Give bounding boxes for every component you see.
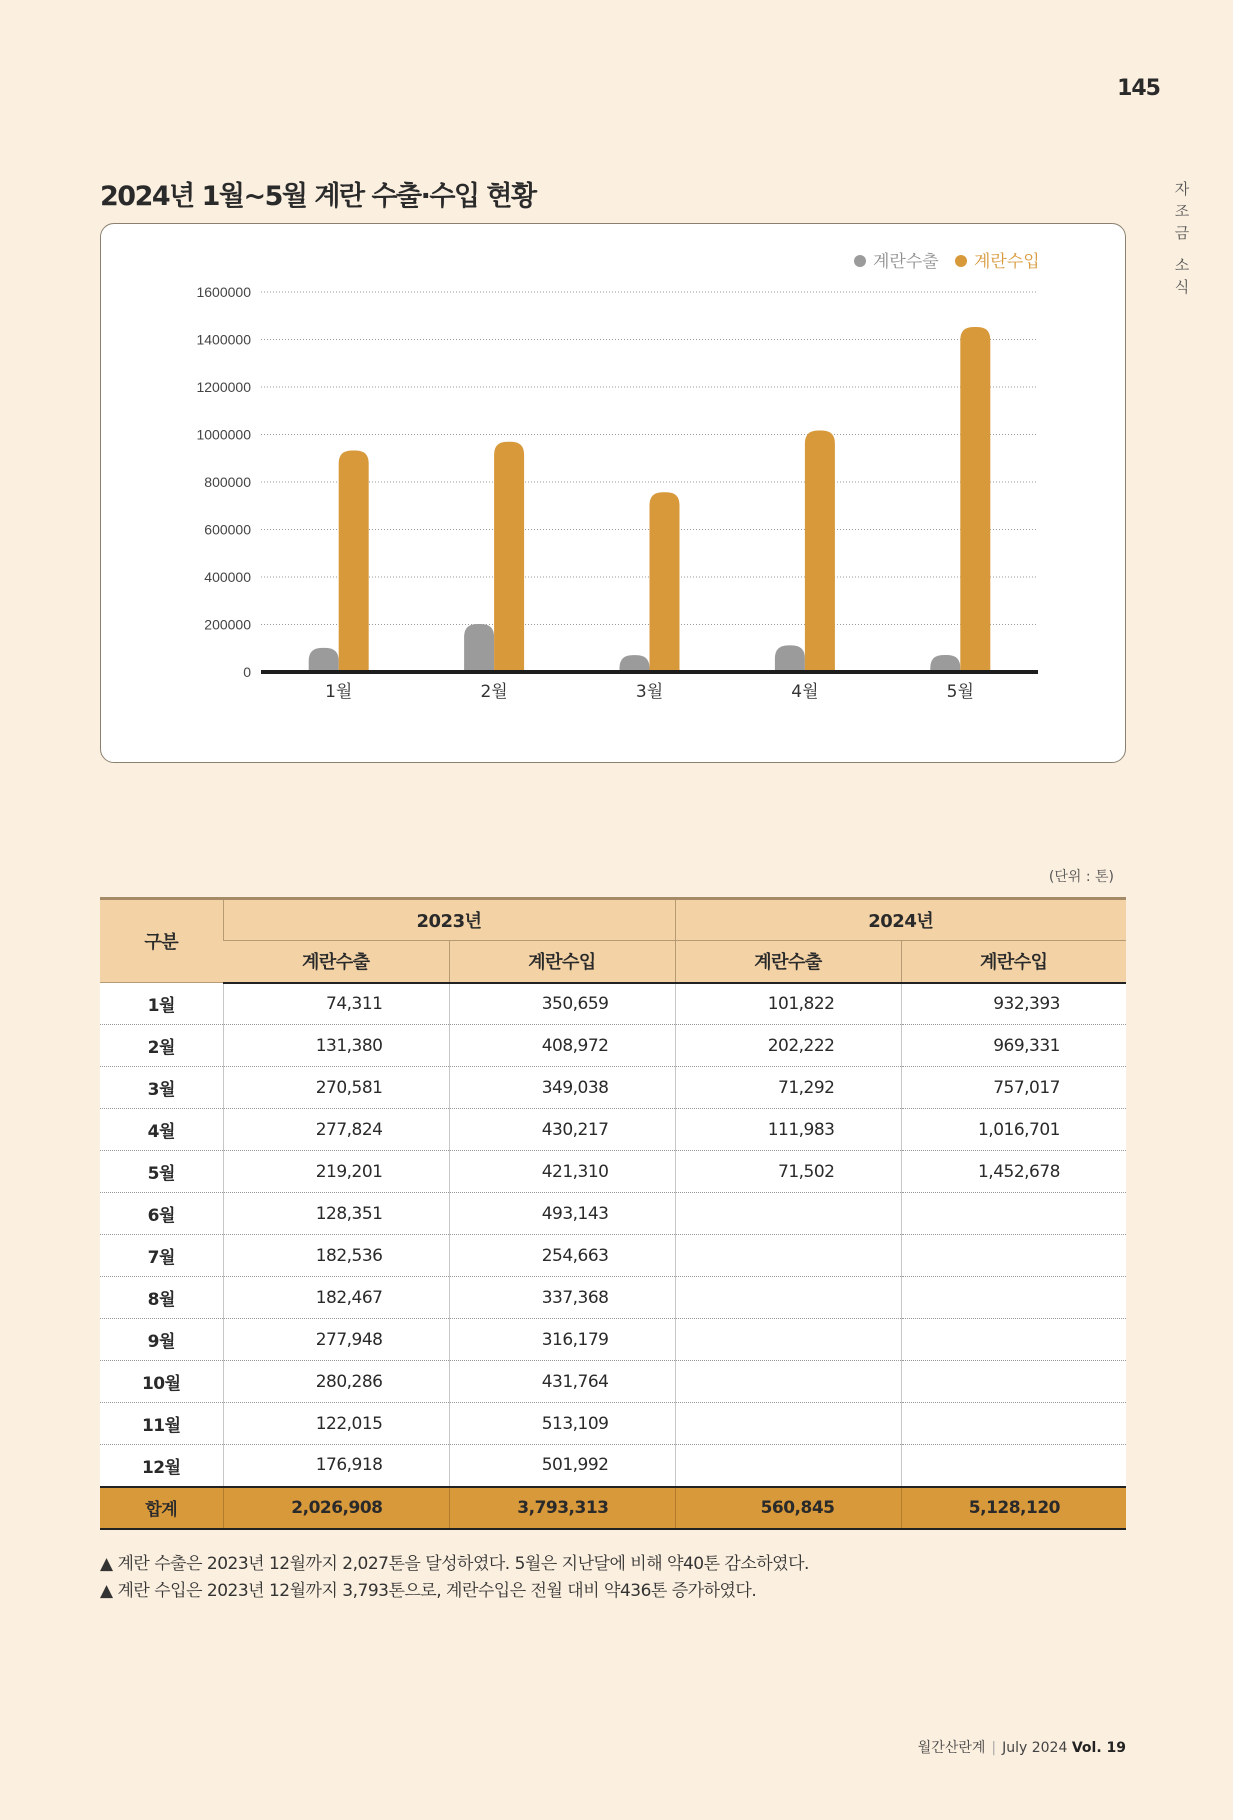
bar-import (805, 431, 835, 672)
x-tick-label: 1월 (325, 682, 353, 702)
note-import: ▲ 계란 수입은 2023년 12월까지 3,793톤으로, 계란수입은 전월 대비 약436톤 증가하였다. (100, 1581, 757, 1601)
cell-import-2023: 337,368 (449, 1277, 675, 1319)
y-tick-label: 1000000 (196, 426, 251, 443)
cell-export-2023: 280,286 (223, 1361, 449, 1403)
y-tick-label: 1400000 (196, 331, 251, 348)
issue-date: July 2024 (1002, 1740, 1068, 1756)
cell-import-2023: 349,038 (449, 1067, 675, 1109)
cell-export-2024 (675, 1361, 901, 1403)
y-tick-label: 0 (243, 664, 251, 680)
bar-export (464, 624, 494, 672)
table-row (100, 983, 1126, 1025)
footer-divider: | (991, 1740, 997, 1756)
row-month: 3월 (100, 1067, 223, 1109)
cell-export-2023: 176,918 (223, 1445, 449, 1487)
cell-import-2024: 1,016,701 (901, 1109, 1126, 1151)
side-section-label: 자 조 금 소 식 (1174, 180, 1190, 296)
row-month: 9월 (100, 1319, 223, 1361)
cell-export-2024 (675, 1445, 901, 1487)
total-import-2024: 5,128,120 (901, 1487, 1126, 1529)
cell-import-2024: 1,452,678 (901, 1151, 1126, 1193)
cell-import-2024 (901, 1319, 1126, 1361)
y-tick-label: 400000 (204, 569, 251, 585)
cell-export-2023: 277,824 (223, 1109, 449, 1151)
table-row (100, 1235, 1126, 1277)
row-month: 8월 (100, 1277, 223, 1319)
cell-export-2023: 128,351 (223, 1193, 449, 1235)
bar-export (620, 655, 650, 672)
y-tick-label: 1200000 (196, 379, 251, 395)
cell-import-2024: 932,393 (901, 983, 1126, 1025)
cell-export-2023: 182,467 (223, 1277, 449, 1319)
header-category: 구분 (100, 899, 223, 983)
row-month: 10월 (100, 1361, 223, 1403)
page-number: 145 (1117, 76, 1160, 101)
y-tick-label: 1600000 (196, 284, 251, 300)
cell-import-2024: 757,017 (901, 1067, 1126, 1109)
total-export-2023: 2,026,908 (223, 1487, 449, 1529)
total-import-2023: 3,793,313 (449, 1487, 675, 1529)
cell-export-2024: 202,222 (675, 1025, 901, 1067)
footer (780, 1737, 1126, 1757)
export-import-table (100, 897, 1126, 1530)
total-export-2024: 560,845 (675, 1487, 901, 1529)
bar-import (650, 492, 680, 672)
cell-import-2024 (901, 1445, 1126, 1487)
bar-export (930, 655, 960, 672)
x-tick-label: 4월 (791, 682, 819, 702)
cell-import-2024 (901, 1403, 1126, 1445)
row-month: 6월 (100, 1193, 223, 1235)
legend-marker-export (854, 255, 866, 267)
row-month: 2월 (100, 1025, 223, 1067)
cell-import-2023: 493,143 (449, 1193, 675, 1235)
cell-export-2024: 101,822 (675, 983, 901, 1025)
legend-label-export: 계란수출 (873, 252, 939, 272)
row-month: 4월 (100, 1109, 223, 1151)
total-label: 합계 (100, 1487, 223, 1529)
note-export: ▲ 계란 수출은 2023년 12월까지 2,027톤을 달성하였다. 5월은 지난달에 비해 약40톤 감소하였다. (100, 1554, 809, 1574)
cell-import-2023: 431,764 (449, 1361, 675, 1403)
cell-import-2024 (901, 1361, 1126, 1403)
table-row (100, 1193, 1126, 1235)
table-row (100, 1403, 1126, 1445)
cell-import-2023: 513,109 (449, 1403, 675, 1445)
x-tick-label: 2월 (480, 682, 508, 702)
bar-import (494, 442, 524, 672)
bar-export (309, 648, 339, 672)
table-unit: (단위 : 톤) (1048, 869, 1114, 885)
cell-export-2024: 111,983 (675, 1109, 901, 1151)
cell-export-2024 (675, 1235, 901, 1277)
volume-number: Vol. 19 (1071, 1740, 1126, 1756)
table-row (100, 1025, 1126, 1067)
cell-export-2024 (675, 1277, 901, 1319)
bar-import (339, 451, 369, 672)
cell-export-2023: 219,201 (223, 1151, 449, 1193)
publication-name: 월간산란계 (917, 1740, 986, 1756)
table-row (100, 1445, 1126, 1487)
table-row (100, 1151, 1126, 1193)
header-import-2024: 계란수입 (901, 941, 1126, 983)
x-tick-label: 3월 (635, 682, 664, 702)
cell-export-2023: 277,948 (223, 1319, 449, 1361)
cell-import-2023: 254,663 (449, 1235, 675, 1277)
cell-export-2024 (675, 1403, 901, 1445)
cell-export-2023: 270,581 (223, 1067, 449, 1109)
row-month: 7월 (100, 1235, 223, 1277)
total-row (100, 1487, 1126, 1529)
table-row (100, 1277, 1126, 1319)
bar-export (775, 645, 805, 672)
legend-marker-import (955, 255, 967, 267)
row-month: 11월 (100, 1403, 223, 1445)
cell-import-2024 (901, 1235, 1126, 1277)
y-tick-label: 200000 (204, 616, 251, 633)
row-month: 12월 (100, 1445, 223, 1487)
cell-export-2023: 182,536 (223, 1235, 449, 1277)
cell-export-2024: 71,292 (675, 1067, 901, 1109)
cell-import-2024: 969,331 (901, 1025, 1126, 1067)
cell-export-2024 (675, 1319, 901, 1361)
table-row (100, 1067, 1126, 1109)
legend-label-import: 계란수입 (974, 252, 1040, 272)
row-month: 5월 (100, 1151, 223, 1193)
cell-import-2024 (901, 1193, 1126, 1235)
cell-export-2023: 131,380 (223, 1025, 449, 1067)
header-export-2023: 계란수출 (223, 941, 449, 983)
chart-box (100, 223, 1126, 763)
header-export-2024: 계란수출 (675, 941, 901, 983)
cell-import-2024 (901, 1277, 1126, 1319)
header-year-2023: 2023년 (223, 899, 675, 941)
bar-import (960, 327, 990, 672)
notes (100, 1551, 1130, 1605)
table-row (100, 1319, 1126, 1361)
y-tick-label: 600000 (204, 521, 251, 538)
cell-import-2023: 501,992 (449, 1445, 675, 1487)
cell-export-2024 (675, 1193, 901, 1235)
bar-chart (101, 224, 1127, 764)
x-tick-label: 5월 (946, 682, 974, 702)
cell-import-2023: 316,179 (449, 1319, 675, 1361)
cell-export-2023: 74,311 (223, 983, 449, 1025)
y-tick-label: 800000 (204, 474, 251, 490)
header-year-2024: 2024년 (675, 899, 1126, 941)
table-row (100, 1361, 1126, 1403)
cell-export-2024: 71,502 (675, 1151, 901, 1193)
table-row (100, 1109, 1126, 1151)
cell-import-2023: 408,972 (449, 1025, 675, 1067)
cell-import-2023: 421,310 (449, 1151, 675, 1193)
cell-import-2023: 430,217 (449, 1109, 675, 1151)
cell-export-2023: 122,015 (223, 1403, 449, 1445)
row-month: 1월 (100, 983, 223, 1025)
header-import-2023: 계란수입 (449, 941, 675, 983)
cell-import-2023: 350,659 (449, 983, 675, 1025)
chart-title: 2024년 1월~5월 계란 수출·수입 현황 (100, 181, 536, 212)
